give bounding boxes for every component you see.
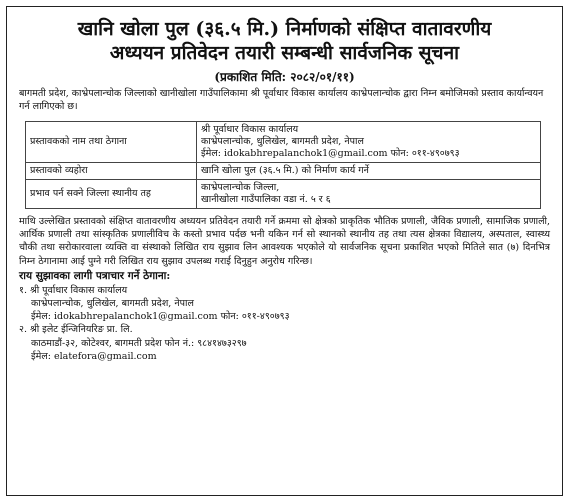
notice-title-line2: अध्ययन प्रतिवेदन तयारी सम्बन्धी सार्वजनिक सूचना [109, 42, 460, 64]
table-value [197, 163, 541, 180]
proposal-info-table [25, 121, 541, 209]
table-label: प्रभाव पर्न सक्ने जिल्ला स्थानीय तह [26, 180, 197, 209]
table-row [26, 122, 541, 163]
contact-1-address: काभ्रेपलान्चोक, धुलिखेल, बागमती प्रदेश, नेपाल [31, 298, 194, 310]
body-paragraph: माथि उल्लेखित प्रस्तावको संक्षिप्त वातावरणीय अध्ययन प्रतिवेदन तयारी गर्ने क्रममा सो क्षेत्रको प्राकृतिक भौतिक प्रणाली, जैविक प्रणाली, सामाजिक प्रणाली, आर्थिक प्रणाली तथा सांस्कृतिक प्रणालीविच के कस्तो प्रभाव पर्दछ भनी यकिन गर्न सो स्थानको स्थानीय तह तथा त्यस क्षेत्रका विद्यालय, अस्पताल, स्वास्थ्य चौकी तथा सरोकारवाला व्यक्ति वा संस्थाको लिखित राय सुझाव लिन आवश्यक भएकोले यो सार्वजनिक सूचना प्रकाशित भएको मितिले सात (७) दिनभित्र निम्न ठेगानामा आई पुग्ने गरी लिखित राय सुझाव उपलब्ध गराई दिनुहुन अनुरोध गरिन्छ। [19, 216, 550, 267]
contact-2-address: काठमाडौं-३२, कोटेश्वर, बागमती प्रदेश फोन नं.: ९८४१४७३२९७ [31, 337, 247, 349]
published-date: (प्रकाशित मिति: २०८२/०१/११) [214, 70, 355, 84]
contact-1-title: १. श्री पूर्वाधार विकास कार्यालय [19, 284, 128, 296]
notice-title-line1: खानि खोला पुल (३६.५ मि.) निर्माणको संक्षिप्त वातावरणीय [77, 18, 492, 40]
intro-paragraph: बागमती प्रदेश, काभ्रेपलान्चोक जिल्लाको खानीखोला गाउँपालिकामा श्री पूर्वाधार विकास कार्यालय काभ्रेपलान्चोक द्वारा निम्न बमोजिमको प्रस्ताव कार्यान्वयन गर्न लागिएको छ। [19, 88, 544, 112]
table-label: प्रस्तावकको नाम तथा ठेगाना [26, 122, 197, 163]
table-value-line: खानि खोला पुल (३६.५ मि.) को निर्माण कार्य गर्ने [201, 165, 369, 176]
table-value [197, 122, 541, 163]
table-value-line: काभ्रेपलान्चोक जिल्ला, [201, 182, 280, 193]
contact-1-email-phone: ईमेल: idokabhrepalanchok1@gmail.com फोन: ०११-४९०७९३ [31, 311, 290, 323]
table-row [26, 163, 541, 180]
contact-2-email: ईमेल: elatefora@gmail.com [31, 350, 157, 362]
contact-2-title: २. श्री इलेट ईन्जिनियरिङ प्रा. लि. [19, 324, 133, 336]
table-row [26, 180, 541, 209]
table-value-line: श्री पूर्वाधार विकास कार्यालय [201, 124, 299, 135]
public-notice [6, 6, 563, 496]
table-label: प्रस्तावको व्यहोरा [26, 163, 197, 180]
table-value-line: ईमेल: idokabhrepalanchok1@gmail.com फोन: ०११-४९०७९३ [201, 148, 460, 159]
contacts-heading: राय सुझावका लागी पत्राचार गर्ने ठेगाना: [19, 269, 171, 282]
contact-list [19, 284, 550, 363]
notice-title [15, 17, 554, 65]
table-value-line: काभ्रेपलान्चोक, धुलिखेल, बागमती प्रदेश, नेपाल [201, 136, 364, 147]
table-value-line: खानीखोला गाउँपालिका वडा नं. ५ र ६ [201, 194, 331, 205]
table-value [197, 180, 541, 209]
